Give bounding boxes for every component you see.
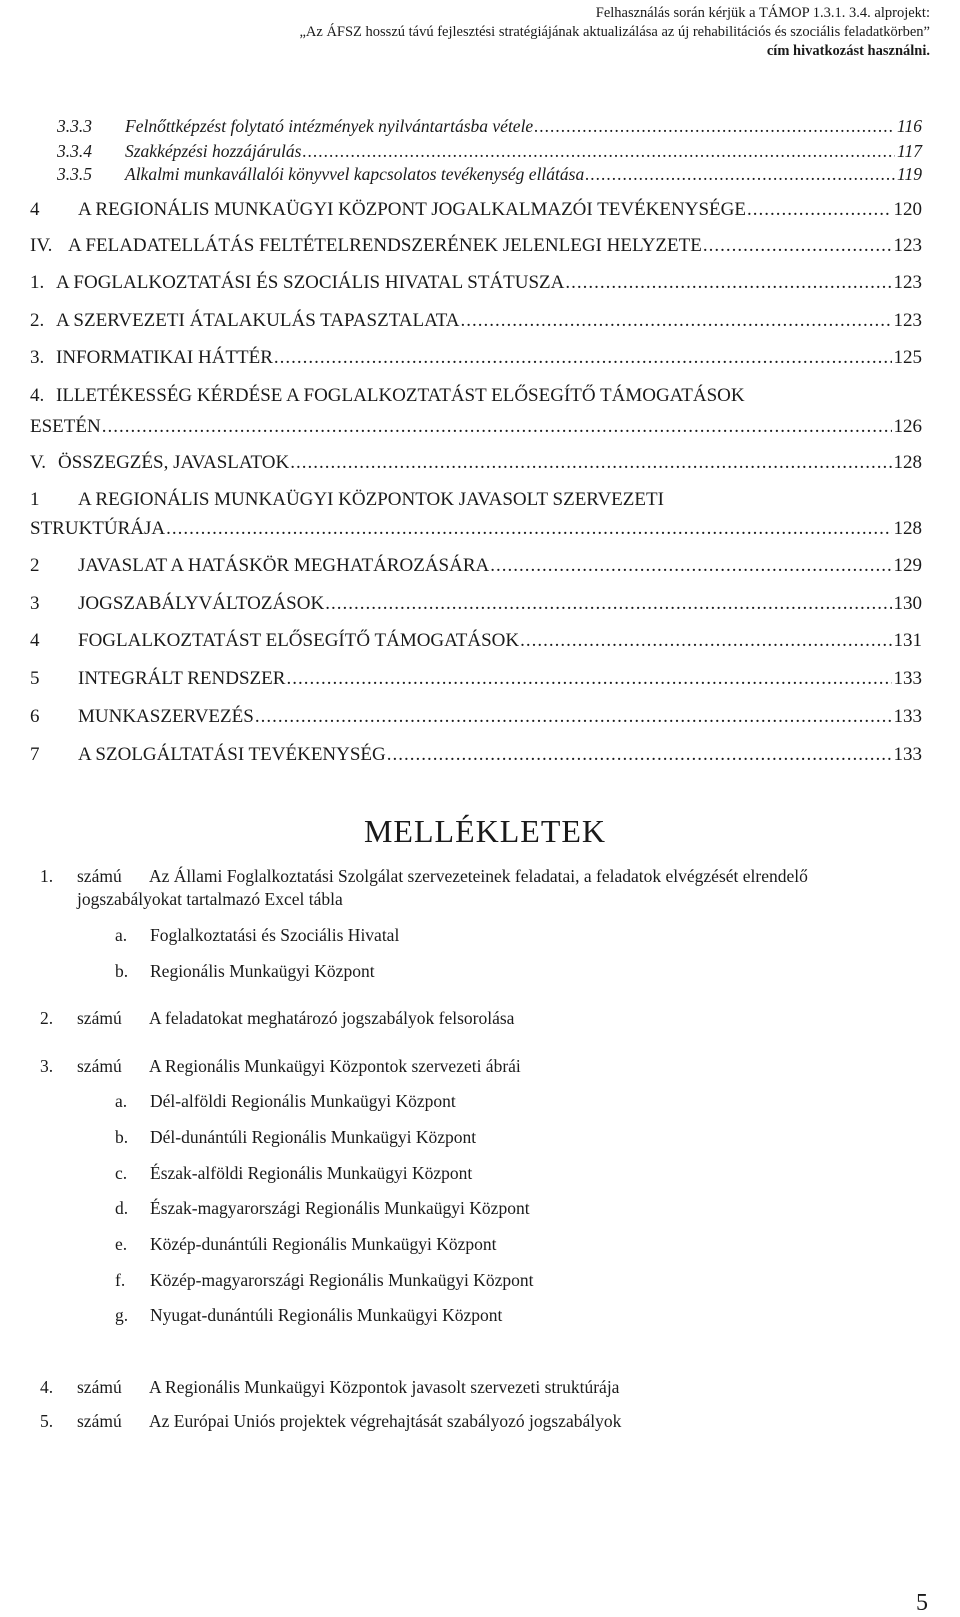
toc-number: 1.	[30, 272, 45, 293]
toc-page: 120	[893, 199, 922, 220]
annex-number: 1.	[40, 866, 54, 886]
toc-leader	[565, 272, 891, 294]
toc-leader	[274, 347, 892, 369]
annex-sub-title: Észak-magyarországi Regionális Munkaügyi Központ	[150, 1198, 530, 1218]
header-line-3: cím hivatkozást használni.	[766, 43, 930, 59]
toc-page: 131	[893, 630, 922, 651]
header-line-2: „Az ÁFSZ hosszú távú fejlesztési stratégiájának aktualizálása az új rehabilitációs és szociális feladatkörben”	[299, 24, 930, 40]
annex-sub-letter: a.	[115, 925, 128, 945]
toc-title: ÖSSZEGZÉS, JAVASLATOK	[58, 452, 290, 473]
toc-title: A REGIONÁLIS MUNKAÜGYI KÖZPONTOK JAVASOLT SZERVEZETI	[78, 489, 664, 510]
toc-number: 7	[30, 744, 40, 765]
toc-number: 4	[30, 630, 40, 651]
annex-heading	[0, 813, 960, 850]
toc-title: Felnőttképzést folytató intézmények nyilvántartásba vétele	[125, 116, 534, 136]
annex-sub-letter: f.	[115, 1270, 126, 1290]
toc-page: 128	[893, 518, 922, 539]
toc-number: 4	[30, 199, 40, 220]
toc-page: 117	[897, 141, 922, 161]
annex-sub-title: Nyugat-dunántúli Regionális Munkaügyi Központ	[150, 1305, 503, 1325]
annex-heading-text: MELLÉKLETEK	[363, 813, 607, 849]
toc-number: 1	[30, 489, 40, 510]
toc-number: 3	[30, 593, 40, 614]
annex-sub-letter: a.	[115, 1091, 128, 1111]
annex-number: 3.	[40, 1056, 54, 1076]
annex-word: számú	[77, 1411, 122, 1431]
toc-leader	[302, 141, 895, 162]
annex-title: Az Európai Uniós projektek végrehajtását szabályozó jogszabályok	[149, 1411, 622, 1431]
toc-number: 6	[30, 706, 40, 727]
toc-title-continued: STRUKTÚRÁJA	[30, 518, 166, 539]
toc-leader	[290, 452, 891, 474]
annex-word: számú	[77, 1056, 122, 1076]
toc-leader	[286, 668, 891, 690]
toc-page: 125	[893, 347, 922, 368]
annex-sub-title: Foglalkoztatási és Szociális Hivatal	[150, 925, 400, 945]
toc-title: A FOGLALKOZTATÁSI ÉS SZOCIÁLIS HIVATAL STÁTUSZA	[56, 272, 565, 293]
toc-number: IV.	[30, 235, 53, 256]
annex-title-continued: jogszabályokat tartalmazó Excel tábla	[77, 889, 343, 909]
toc-title: Alkalmi munkavállalói könyvvel kapcsolatos tevékenység ellátása	[125, 164, 585, 184]
annex-title: Az Állami Foglalkoztatási Szolgálat szervezeteinek feladatai, a feladatok elvégzését elrendelő	[149, 866, 808, 886]
toc-number: 3.3.4	[57, 141, 92, 161]
annex-sub-title: Regionális Munkaügyi Központ	[150, 961, 375, 981]
toc-page: 133	[893, 744, 922, 765]
annex-sub-title: Közép-dunántúli Regionális Munkaügyi Központ	[150, 1234, 497, 1254]
toc-leader	[387, 744, 892, 766]
toc-title: INTEGRÁLT RENDSZER	[78, 668, 286, 689]
annex-title: A feladatokat meghatározó jogszabályok felsorolása	[149, 1008, 515, 1028]
toc-page: 119	[897, 164, 922, 184]
page-header	[70, 4, 930, 61]
toc-leader	[520, 630, 891, 652]
toc-page: 133	[893, 706, 922, 727]
toc-leader	[747, 199, 892, 221]
toc-number: 2.	[30, 310, 45, 331]
toc-leader	[255, 706, 892, 728]
annex-sub-title: Dél-alföldi Regionális Munkaügyi Központ	[150, 1091, 456, 1111]
toc-leader	[102, 416, 892, 438]
toc-number: 3.3.5	[57, 164, 92, 184]
annex-sub-title: Dél-dunántúli Regionális Munkaügyi Központ	[150, 1127, 477, 1147]
annex-word: számú	[77, 866, 122, 886]
toc-number: 5	[30, 668, 40, 689]
toc-leader	[534, 116, 895, 137]
annex-word: számú	[77, 1008, 122, 1028]
toc-leader	[461, 310, 892, 332]
annex-sub-letter: e.	[115, 1234, 128, 1254]
toc-page: 123	[893, 272, 922, 293]
toc-title: INFORMATIKAI HÁTTÉR	[56, 347, 273, 368]
annex-sub-letter: c.	[115, 1163, 128, 1183]
header-line-1: Felhasználás során kérjük a TÁMOP 1.3.1. 3.4. alprojekt:	[595, 5, 930, 21]
annex-sub-letter: b.	[115, 1127, 129, 1147]
annex-number: 2.	[40, 1008, 54, 1028]
annex-sub-title: Közép-magyarországi Regionális Munkaügyi Központ	[150, 1270, 534, 1290]
toc-leader	[585, 164, 895, 185]
toc-leader	[703, 235, 892, 257]
annex-sub-letter: b.	[115, 961, 129, 981]
toc-page: 130	[893, 593, 922, 614]
annex-sub-title: Észak-alföldi Regionális Munkaügyi Központ	[150, 1163, 473, 1183]
toc-number: 3.	[30, 347, 45, 368]
toc-page: 128	[893, 452, 922, 473]
annex-number: 5.	[40, 1411, 54, 1431]
toc-title: FOGLALKOZTATÁST ELŐSEGÍTŐ TÁMOGATÁSOK	[78, 630, 520, 651]
toc-title: MUNKASZERVEZÉS	[78, 706, 254, 727]
toc-title: Szakképzési hozzájárulás	[125, 141, 302, 161]
page-number: 5	[916, 1590, 928, 1616]
annex-word: számú	[77, 1377, 122, 1397]
toc-number: 4.	[30, 385, 45, 406]
toc-title-continued: ESETÉN	[30, 416, 101, 437]
toc-page: 123	[893, 235, 922, 256]
toc-number: 3.3.3	[57, 116, 92, 136]
annex-sub-letter: d.	[115, 1198, 129, 1218]
toc-title: ILLETÉKESSÉG KÉRDÉSE A FOGLALKOZTATÁST ELŐSEGÍTŐ TÁMOGATÁSOK	[56, 385, 745, 406]
toc-title: A SZOLGÁLTATÁSI TEVÉKENYSÉG	[78, 744, 386, 765]
toc-title: JAVASLAT A HATÁSKÖR MEGHATÁROZÁSÁRA	[78, 555, 490, 576]
annex-sub-letter: g.	[115, 1305, 129, 1325]
toc-title: A REGIONÁLIS MUNKAÜGYI KÖZPONT JOGALKALMAZÓI TEVÉKENYSÉGE	[78, 199, 746, 220]
toc-title: A SZERVEZETI ÁTALAKULÁS TAPASZTALATA	[56, 310, 460, 331]
toc-number: V.	[30, 452, 47, 473]
toc-title: A FELADATELLÁTÁS FELTÉTELRENDSZERÉNEK JELENLEGI HELYZETE	[68, 235, 702, 256]
annex-title: A Regionális Munkaügyi Központok javasolt szervezeti struktúrája	[149, 1377, 620, 1397]
toc-leader	[490, 555, 891, 577]
toc-number: 2	[30, 555, 40, 576]
toc-leader	[166, 518, 891, 540]
toc-page: 129	[893, 555, 922, 576]
toc-title: JOGSZABÁLYVÁLTOZÁSOK	[78, 593, 325, 614]
toc-page: 126	[893, 416, 922, 437]
toc-leader	[325, 593, 891, 615]
toc-page: 116	[897, 116, 922, 136]
annex-number: 4.	[40, 1377, 54, 1397]
toc-page: 133	[893, 668, 922, 689]
annex-title: A Regionális Munkaügyi Központok szervezeti ábrái	[149, 1056, 521, 1076]
toc-page: 123	[893, 310, 922, 331]
